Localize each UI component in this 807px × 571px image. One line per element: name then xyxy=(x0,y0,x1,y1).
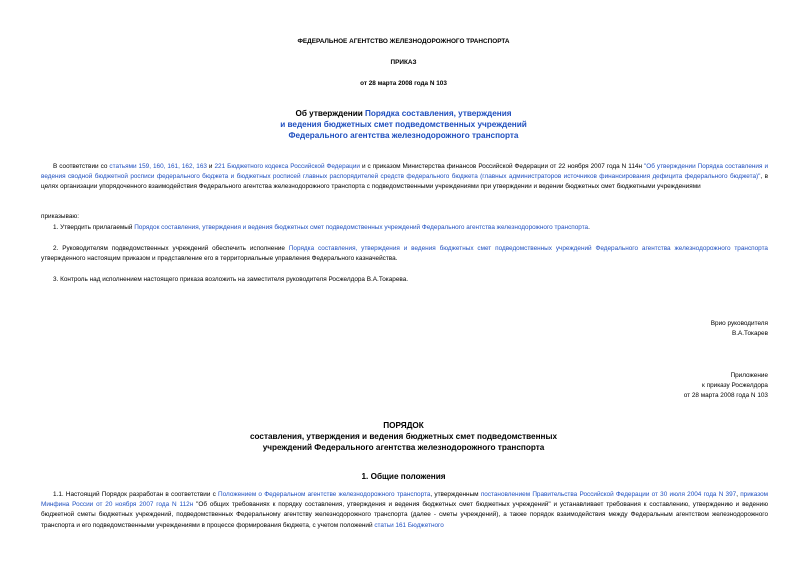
link-article-161[interactable]: статьи 161 Бюджетного xyxy=(374,521,444,529)
link-order-1[interactable]: Порядок составления, утверждения и ведения бюджетных смет подведомственных учреждений Федерального агентства железнодорожного транспорта xyxy=(134,224,589,231)
doc-title-line3[interactable]: Федерального агентства железнодорожного транспорта xyxy=(288,131,519,140)
link-minfin-order[interactable]: "Об утверждении Порядка составления и ведения сводной бюджетной росписи федерального бюджета и бюджетных росписей главных распорядителей средств федерального бюджета (главных администраторов источников финансирования дефицита федерального бюджета)" xyxy=(41,163,769,181)
link-regulation[interactable]: Положением о Федеральном агентстве железнодорожного транспорта xyxy=(218,491,431,498)
signature-name: В.А.Токарев xyxy=(731,330,768,337)
item-2: 2. Руководителям подведомственных учреждений обеспечить исполнение Порядка составления, утверждения и ведения бюджетных смет подведомственных учреждений Федерального агентства железнодорожного транспорта утвержденного настоящим приказом и представление его в территориальные управления Федерального казначейства. xyxy=(41,245,768,263)
appendix-line2: к приказу Росжелдора xyxy=(702,382,768,389)
item-3: 3. Контроль над исполнением настоящего приказа возложить на заместителя руководителя Росжелдора В.А.Токарева. xyxy=(53,276,409,283)
prikazyvayu: приказываю: xyxy=(41,213,79,220)
link-minfin-112n[interactable]: приказом Минфина России от 20 ноября 2007 года N 112н xyxy=(41,491,769,509)
appendix-line1: Приложение xyxy=(730,372,768,379)
doc-title-prefix: Об утверждении xyxy=(295,109,366,118)
doc-date: от 28 марта 2008 года N 103 xyxy=(360,80,447,87)
appendix-line3: от 28 марта 2008 года N 103 xyxy=(683,392,768,399)
order-title-line2: составления, утверждения и ведения бюджетных смет подведомственных xyxy=(249,432,558,441)
doc-type-heading: ПРИКАЗ xyxy=(390,59,417,66)
doc-title-line2[interactable]: и ведения бюджетных смет подведомственных учреждений xyxy=(280,120,527,129)
agency-heading: ФЕДЕРАЛЬНОЕ АГЕНТСТВО ЖЕЛЕЗНОДОРОЖНОГО ТРАНСПОРТА xyxy=(297,38,510,45)
paragraph-1-1: 1.1. Настоящий Порядок разработан в соответствии с Положением о Федеральном агентстве железнодорожного транспорта, утвержденным постановлением Правительства Российской Федерации от 30 июля 2004 года N 397, приказом Минфина России от 20 ноября 2007 года N 112н "Об общих требованиях к порядку составления, утверждения и ведения бюджетных смет бюджетных учреждений" и устанавливает требования к составлению, утверждению и ведению бюджетной сметы бюджетных учреждений, подведомственных Федеральному агентству железнодорожного транспорта (далее - сметы учреждений), а также порядок взаимодействия между Федеральным агентством железнодорожного транспорта и его подведомственными учреждениями в процессе формирования бюджета, с учетом положений статьи 161 Бюджетного xyxy=(41,491,769,529)
link-order-2[interactable]: Порядка составления, утверждения и ведения бюджетных смет подведомственных учреждений Федерального агентства железнодорожного транспорта xyxy=(288,245,768,252)
link-budget-code[interactable]: 221 Бюджетного кодекса Российской Федерации xyxy=(214,163,360,170)
link-government-decree[interactable]: постановлением Правительства Российской Федерации от 30 июля 2004 года N 397 xyxy=(480,491,737,498)
section-1-title: 1. Общие положения xyxy=(361,472,446,481)
preamble-paragraph: В соответствии со статьями 159, 160, 161, 162, 163 и 221 Бюджетного кодекса Российской Федерации и с приказом Министерства финансов Российской Федерации от 22 ноября 2007 года N 114н "Об утверждении Порядка составления и ведения сводной бюджетной росписи федерального бюджета и бюджетных росписей главных распорядителей средств федерального бюджета (главных администраторов источников финансирования дефицита федерального бюджета)", в целях организации упорядоченного взаимодействия Федерального агентства железнодорожного транспорта с подведомственными учреждениями при утверждении и ведении бюджетных смет бюджетными учреждениями xyxy=(41,163,769,191)
signature-position: Врио руководителя xyxy=(710,320,768,327)
doc-title-line1 xyxy=(0,109,807,119)
order-title-line1: ПОРЯДОК xyxy=(383,421,424,430)
doc-title-link[interactable]: Порядка составления, утверждения xyxy=(365,109,512,118)
order-title-line3: учреждений Федерального агентства железнодорожного транспорта xyxy=(262,443,545,452)
link-articles[interactable]: статьями 159, 160, 161, 162, 163 xyxy=(109,163,207,170)
item-1: 1. Утвердить прилагаемый Порядок составления, утверждения и ведения бюджетных смет подведомственных учреждений Федерального агентства железнодорожного транспорта. xyxy=(53,224,590,231)
